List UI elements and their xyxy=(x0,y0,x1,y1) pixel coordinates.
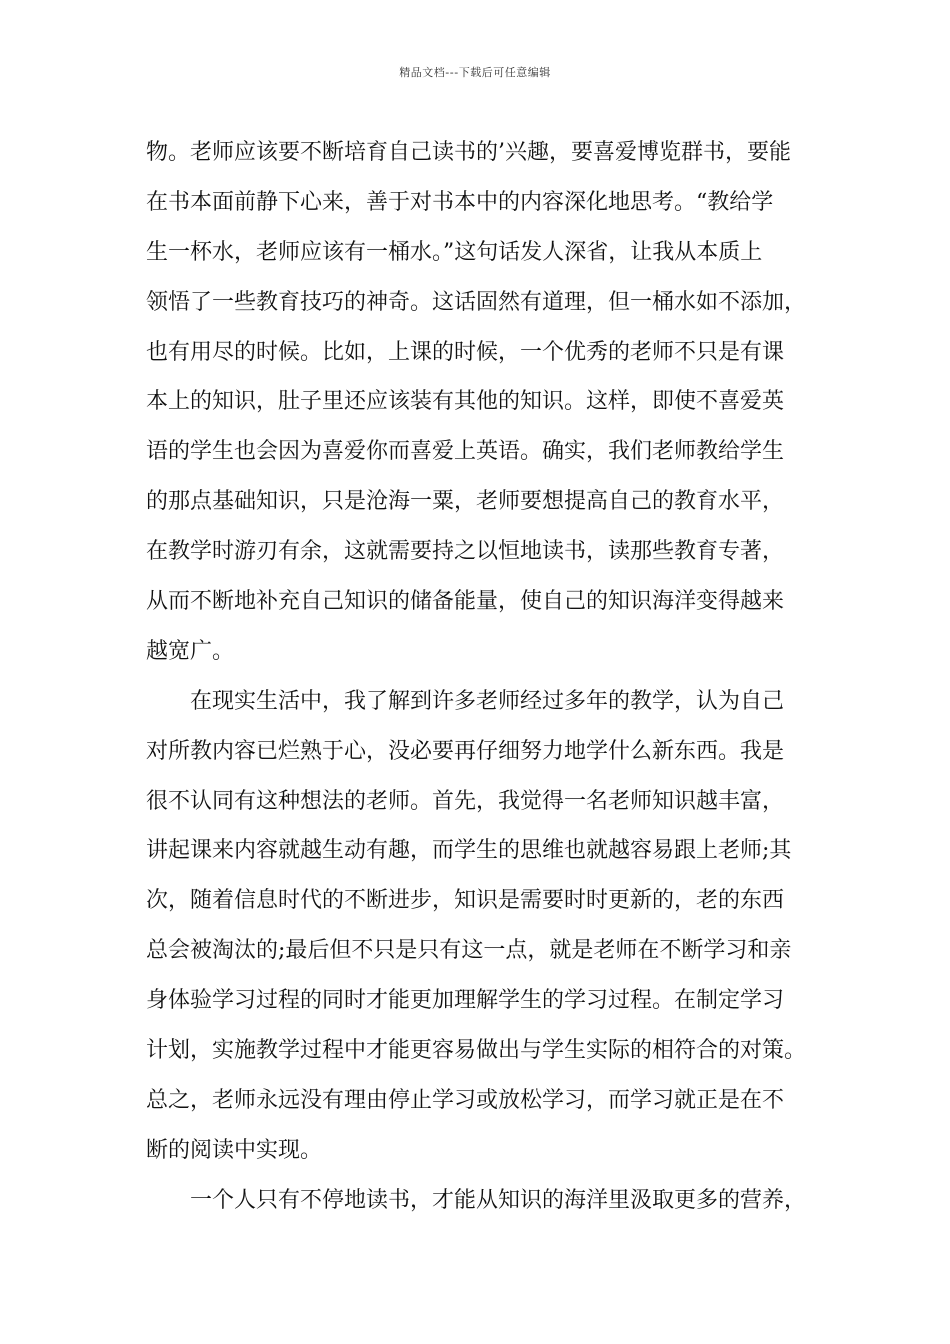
body-text xyxy=(146,128,836,1226)
text-line: 次，随着信息时代的不断进步，知识是需要时时更新的，老的东西 xyxy=(146,888,785,914)
text-line: 断的阅读中实现。 xyxy=(146,1137,323,1163)
text-line: 越宽广。 xyxy=(146,638,235,664)
text-line: 从而不断地补充自己知识的储备能量，使自己的知识海洋变得越来 xyxy=(146,589,785,615)
text-line: 对所教内容已烂熟于心，没必要再仔细努力地学什么新东西。我是 xyxy=(146,738,785,764)
text-line: 在现实生活中，我了解到许多老师经过多年的教学，认为自己 xyxy=(190,688,785,714)
text-line: 生一杯水，老师应该有一桶水。”这句话发人深省，让我从本质上 xyxy=(146,239,763,265)
text-line: 一个人只有不停地读书，才能从知识的海洋里汲取更多的营养， xyxy=(190,1187,807,1213)
text-line: 身体验学习过程的同时才能更加理解学生的学习过程。在制定学习 xyxy=(146,988,785,1014)
text-line: 物。老师应该要不断培育自己读书的’兴趣，要喜爱博览群书，要能 xyxy=(146,140,791,165)
paragraph-2 xyxy=(146,677,836,1176)
text-line: 总之，老师永远没有理由停止学习或放松学习，而学习就正是在不 xyxy=(146,1087,785,1113)
text-line: 计划，实施教学过程中才能更容易做出与学生实际的相符合的对策。 xyxy=(146,1038,807,1064)
text-line: 也有用尽的时候。比如，上课的时候，一个优秀的老师不只是有课 xyxy=(146,339,785,365)
text-line: 领悟了一些教育技巧的神奇。这话固然有道理，但一桶水如不添加， xyxy=(146,289,807,315)
page-header: 精品文档---下载后可任意编辑 xyxy=(399,66,551,79)
text-line: 讲起课来内容就越生动有趣，而学生的思维也就越容易跟上老师;其 xyxy=(146,838,792,864)
text-line: 在书本面前静下心来，善于对书本中的内容深化地思考。“教给学 xyxy=(146,189,774,215)
text-line: 本上的知识，肚子里还应该装有其他的知识。这样，即使不喜爱英 xyxy=(146,389,785,415)
paragraph-1 xyxy=(146,128,836,677)
text-line: 的那点基础知识，只是沧海一粟，老师要想提高自己的教育水平， xyxy=(146,489,785,515)
text-line: 总会被淘汰的;最后但不只是只有这一点，就是老师在不断学习和亲 xyxy=(146,938,792,964)
text-line: 在教学时游刃有余，这就需要持之以恒地读书，读那些教育专著， xyxy=(146,539,785,565)
text-line: 很不认同有这种想法的老师。首先，我觉得一名老师知识越丰富， xyxy=(146,788,785,814)
paragraph-3 xyxy=(146,1176,836,1226)
text-line: 语的学生也会因为喜爱你而喜爱上英语。确实，我们老师教给学生 xyxy=(146,439,785,465)
